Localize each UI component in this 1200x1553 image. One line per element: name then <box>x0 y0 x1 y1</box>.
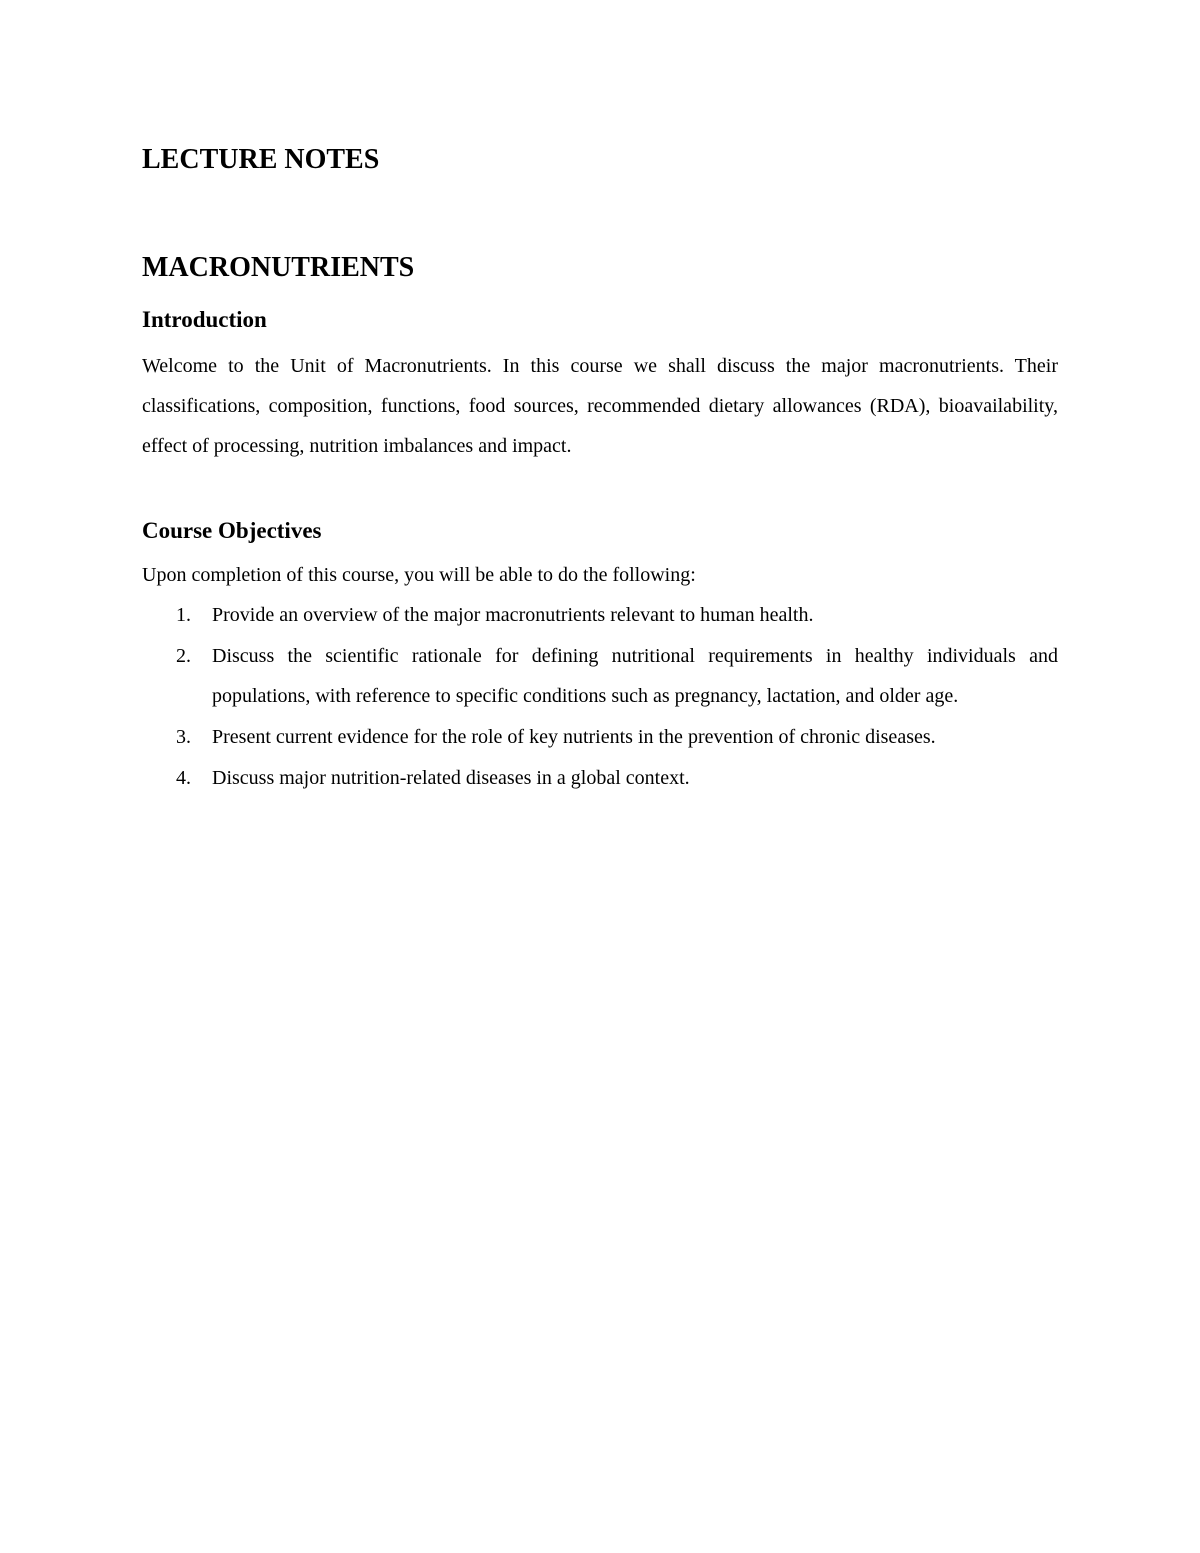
objective-item <box>142 758 1058 798</box>
objective-text: Provide an overview of the major macronutrients relevant to human health. <box>212 604 814 626</box>
objective-item <box>142 717 1058 757</box>
document-title: LECTURE NOTES <box>142 144 380 175</box>
objective-item <box>142 595 1058 635</box>
unit-title: MACRONUTRIENTS <box>142 252 415 283</box>
objective-text: Discuss the scientific rationale for defining nutritional requirements in healthy individuals and populations, with reference to specific conditions such as pregnancy, lactation, and older age. <box>212 645 1058 707</box>
objective-number: 2. <box>176 645 191 667</box>
course-objectives-heading: Course Objectives <box>142 518 322 543</box>
objective-number: 1. <box>176 604 191 626</box>
objective-number: 4. <box>176 767 191 789</box>
introduction-heading: Introduction <box>142 307 267 332</box>
objective-number: 3. <box>176 726 191 748</box>
objective-text: Discuss major nutrition-related diseases in a global context. <box>212 767 690 789</box>
objectives-intro-text: Upon completion of this course, you will be able to do the following: <box>142 564 696 586</box>
objective-text: Present current evidence for the role of key nutrients in the prevention of chronic diseases. <box>212 726 936 748</box>
objectives-list <box>142 595 1058 799</box>
introduction-paragraph: Welcome to the Unit of Macronutrients. In this course we shall discuss the major macronutrients. Their classifications, composition, functions, food sources, recommended dietary allowances (RDA), bioavailability, effect of processing, nutrition imbalances and impact. <box>142 355 1058 457</box>
objective-item <box>142 636 1058 716</box>
